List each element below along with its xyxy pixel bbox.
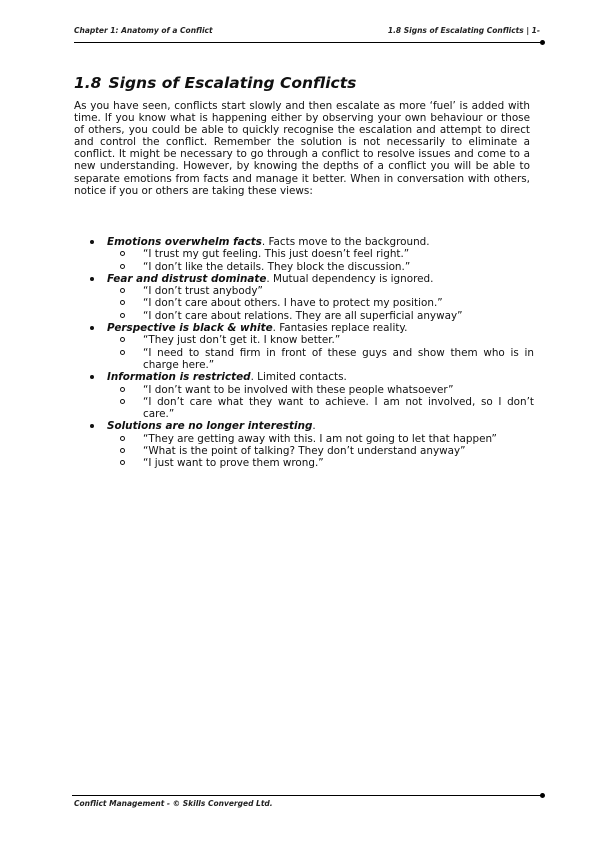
sign-item: [88, 420, 534, 469]
quote-text: “I don’t trust anybody”: [143, 285, 263, 298]
bullet-icon: [90, 277, 94, 281]
intro-paragraph: As you have seen, conflicts start slowly and then escalate as more ‘fuel’ is added with time. If you know what is happening either by observing your own behaviour or those of others, you could be able to quickly recognise the escalation and attempt to direct and control the conflict. Remember the solution is not necessarily to eliminate a conflict. It might be necessary to go through a conflict to resolve issues and come to a new understanding. However, by knowing the depths of a conflict you will be able to separate emotions from facts and manage it better. When in conversation with others, notice if you or others are taking these views:: [74, 100, 530, 197]
quote-text: “I need to stand firm in front of these guys and show them who is in charge here.”: [143, 346, 534, 371]
footer-rule: [72, 795, 542, 796]
circle-bullet-icon: [120, 460, 125, 465]
quote-item: [107, 396, 534, 421]
circle-bullet-icon: [120, 251, 125, 256]
circle-bullet-icon: [120, 337, 125, 342]
sign-item: [88, 371, 534, 420]
quote-text: “I don’t care about others. I have to protect my position.”: [143, 297, 443, 310]
header-chapter: Chapter 1: Anatomy of a Conflict: [74, 26, 213, 35]
page-header: [74, 26, 540, 38]
quote-list: [107, 334, 534, 371]
quote-text: “What is the point of talking? They don’t understand anyway”: [143, 445, 466, 458]
quote-item: [107, 310, 534, 322]
page-footer: Conflict Management - © Skills Converged Ltd.: [74, 799, 273, 808]
quote-item: [107, 445, 534, 457]
sign-item: [88, 273, 534, 322]
quote-item: [107, 433, 534, 445]
quote-item: [107, 248, 534, 260]
circle-bullet-icon: [120, 448, 125, 453]
bullet-icon: [90, 326, 94, 330]
quote-item: [107, 457, 534, 469]
quote-item: [107, 384, 534, 396]
section-title-text: Signs of Escalating Conflicts: [108, 74, 357, 92]
sign-heading: Perspective is black & white: [107, 322, 273, 335]
header-rule: [74, 42, 542, 43]
quote-item: [107, 285, 534, 297]
bullet-icon: [90, 424, 94, 428]
circle-bullet-icon: [120, 399, 125, 404]
quote-item: [107, 347, 534, 372]
circle-bullet-icon: [120, 288, 125, 293]
sign-item: [88, 322, 534, 371]
quote-text: “I don’t want to be involved with these people whatsoever”: [143, 383, 454, 396]
section-title: [74, 74, 356, 92]
bullet-icon: [90, 240, 94, 244]
sign-detail: . Fantasies replace reality.: [272, 322, 408, 335]
sign-detail: . Facts move to the background.: [261, 236, 430, 248]
sign-heading: Emotions overwhelm facts: [107, 236, 262, 248]
quote-text: “I just want to prove them wrong.”: [143, 457, 324, 470]
sign-detail: . Limited contacts.: [250, 371, 347, 384]
section-number: 1.8: [74, 74, 102, 92]
circle-bullet-icon: [120, 387, 125, 392]
signs-list: [88, 236, 534, 470]
quote-text: “They are getting away with this. I am not going to let that happen”: [143, 432, 497, 445]
quote-item: [107, 261, 534, 273]
circle-bullet-icon: [120, 300, 125, 305]
quote-text: “I don’t care what they want to achieve. I am not involved, so I don’t care.”: [143, 395, 534, 421]
circle-bullet-icon: [120, 436, 125, 441]
sign-heading: Solutions are no longer interesting: [107, 420, 313, 433]
sign-detail: . Mutual dependency is ignored.: [266, 272, 434, 285]
header-rule-dot: [540, 40, 545, 45]
bullet-icon: [90, 375, 94, 379]
circle-bullet-icon: [120, 313, 125, 318]
quote-text: “They just don’t get it. I know better.”: [143, 334, 341, 347]
quote-item: [107, 334, 534, 346]
quote-list: [107, 433, 534, 470]
sign-item: [88, 236, 534, 273]
quote-list: [107, 248, 534, 273]
quote-text: “I don’t care about relations. They are all superficial anyway”: [143, 309, 463, 322]
quote-list: [107, 285, 534, 322]
sign-heading: Information is restricted: [107, 371, 251, 384]
header-section: 1.8 Signs of Escalating Conflicts | 1-: [387, 26, 540, 35]
quote-list: [107, 384, 534, 421]
circle-bullet-icon: [120, 264, 125, 269]
quote-text: “I don’t like the details. They block the discussion.”: [143, 260, 411, 273]
sign-heading: Fear and distrust dominate: [107, 272, 267, 285]
sign-detail: .: [312, 420, 316, 433]
quote-text: “I trust my gut feeling. This just doesn’t feel right.”: [143, 248, 410, 261]
footer-rule-dot: [540, 793, 545, 798]
quote-item: [107, 297, 534, 309]
circle-bullet-icon: [120, 350, 125, 355]
